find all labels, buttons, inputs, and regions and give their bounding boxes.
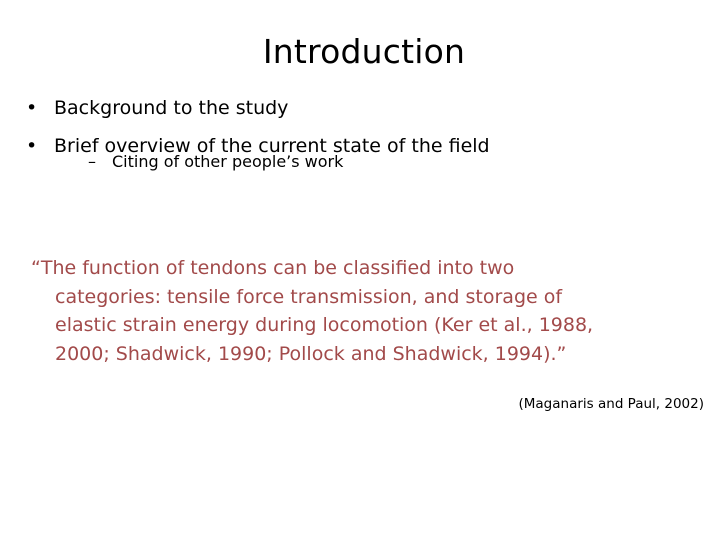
bullet-marker: • [26,97,38,119]
sub-bullet-marker: – [88,152,96,171]
sub-bullet-item [54,152,716,172]
citation: (Maganaris and Paul, 2002) [518,396,704,412]
quote-line: 2000; Shadwick, 1990; Pollock and Shadwick, 1994).” [55,342,567,365]
slide-title: Introduction [262,32,466,71]
quote-line: “The function of tendons can be classified into two [31,257,515,279]
bullet-item [26,96,716,120]
bullet-marker: • [26,135,38,157]
bullet-item [26,134,716,172]
bullet-text: Background to the study [54,97,289,119]
bullet-list [26,96,716,186]
sub-bullet-list [54,152,716,172]
quote-line: categories: tensile force transmission, and storage of [55,285,563,308]
sub-bullet-text: Citing of other people’s work [112,152,344,171]
bullet-text: Brief overview of the current state of the field [54,135,490,157]
quote-block [31,254,711,368]
quote-line: elastic strain energy during locomotion (Ker et al., 1988, [55,314,594,336]
